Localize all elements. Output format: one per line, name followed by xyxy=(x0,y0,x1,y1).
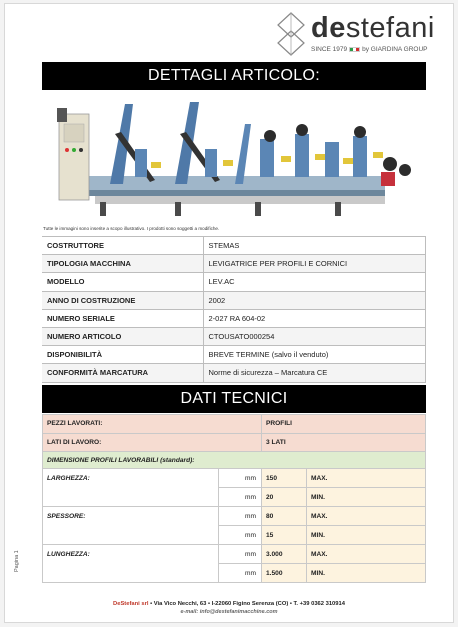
detail-value: LEV.AC xyxy=(203,273,426,291)
table-row xyxy=(43,452,426,469)
unit-cell: mm xyxy=(219,564,262,583)
logo-mark-icon xyxy=(277,12,305,56)
detail-key: TIPOLOGIA MACCHINA xyxy=(42,255,203,273)
table-row xyxy=(42,237,426,255)
spessore-min-value: 15 xyxy=(262,526,307,545)
machine-photo xyxy=(55,94,415,222)
larghezza-max-value: 150 xyxy=(262,469,307,488)
detail-key: MODELLO xyxy=(42,273,203,291)
detail-key: COSTRUTTORE xyxy=(42,237,203,255)
lati-label: LATI DI LAVORO: xyxy=(43,433,262,452)
detail-key: NUMERO SERIALE xyxy=(42,309,203,327)
footer-address-text: • Via Vico Necchi, 63 • I-22060 Figino Serenza (CO) • T. +39 0362 310914 xyxy=(148,601,345,607)
tech-table xyxy=(42,414,426,583)
detail-value: CTOUSATO000254 xyxy=(203,327,426,345)
table-row xyxy=(42,309,426,327)
max-label: MAX. xyxy=(307,469,426,488)
detail-value: 2-027 RA 604-02 xyxy=(203,309,426,327)
table-row xyxy=(42,327,426,345)
unit-cell: mm xyxy=(219,545,262,564)
unit-cell: mm xyxy=(219,526,262,545)
larghezza-min-value: 20 xyxy=(262,488,307,507)
detail-value: Norme di sicurezza – Marcatura CE xyxy=(203,364,426,382)
table-row xyxy=(43,433,426,452)
unit-cell: mm xyxy=(219,507,262,526)
document-page xyxy=(4,3,454,623)
table-row xyxy=(43,415,426,434)
detail-value: LEVIGATRICE PER PROFILI E CORNICI xyxy=(203,255,426,273)
detail-key: ANNO DI COSTRUZIONE xyxy=(42,291,203,309)
unit-cell: mm xyxy=(219,469,262,488)
table-row xyxy=(43,469,426,488)
table-row xyxy=(42,255,426,273)
table-row xyxy=(42,273,426,291)
footer-address xyxy=(0,601,458,607)
italian-flag-icon xyxy=(349,47,360,52)
spessore-label: SPESSORE: xyxy=(43,507,219,545)
detail-value: BREVE TERMINE (salvo il venduto) xyxy=(203,346,426,364)
spessore-max-value: 80 xyxy=(262,507,307,526)
max-label: MAX. xyxy=(307,545,426,564)
larghezza-label: LARGHEZZA: xyxy=(43,469,219,507)
detail-key: DISPONIBILITÀ xyxy=(42,346,203,364)
max-label: MAX. xyxy=(307,507,426,526)
lunghezza-max-value: 3.000 xyxy=(262,545,307,564)
unit-cell: mm xyxy=(219,488,262,507)
detail-key: NUMERO ARTICOLO xyxy=(42,327,203,345)
table-row xyxy=(43,545,426,564)
footer-company: DeStefani srl xyxy=(113,601,149,607)
detail-value: 2002 xyxy=(203,291,426,309)
dim-header: DIMENSIONE PROFILI LAVORABILI (standard): xyxy=(43,452,426,469)
lunghezza-min-value: 1.500 xyxy=(262,564,307,583)
lunghezza-label: LUNGHEZZA: xyxy=(43,545,219,583)
logo-wordmark: destefani xyxy=(311,12,435,44)
image-disclaimer: Tutte le immagini sono inserite a scopo illustrativo. I prodotti sono soggetti a modifiche. xyxy=(43,226,220,231)
min-label: MIN. xyxy=(307,526,426,545)
min-label: MIN. xyxy=(307,488,426,507)
details-section-title: DETTAGLI ARTICOLO: xyxy=(42,62,426,90)
page-number: Pagina 1 xyxy=(14,550,20,572)
pezzi-value: PROFILI xyxy=(262,415,426,434)
detail-key: CONFORMITÀ MARCATURA xyxy=(42,364,203,382)
detail-value: STEMAS xyxy=(203,237,426,255)
pezzi-label: PEZZI LAVORATI: xyxy=(43,415,262,434)
details-table xyxy=(42,236,426,383)
logo-tagline: SINCE 1979 by GIARDINA GROUP xyxy=(311,46,428,53)
tech-section-title: DATI TECNICI xyxy=(42,385,426,413)
table-row xyxy=(43,507,426,526)
table-row xyxy=(42,291,426,309)
destefani-logo xyxy=(277,10,449,60)
lati-value: 3 LATI xyxy=(262,433,426,452)
min-label: MIN. xyxy=(307,564,426,583)
footer-email[interactable]: e-mail: info@destefanimacchine.com xyxy=(180,609,278,615)
table-row xyxy=(42,346,426,364)
table-row xyxy=(42,364,426,382)
